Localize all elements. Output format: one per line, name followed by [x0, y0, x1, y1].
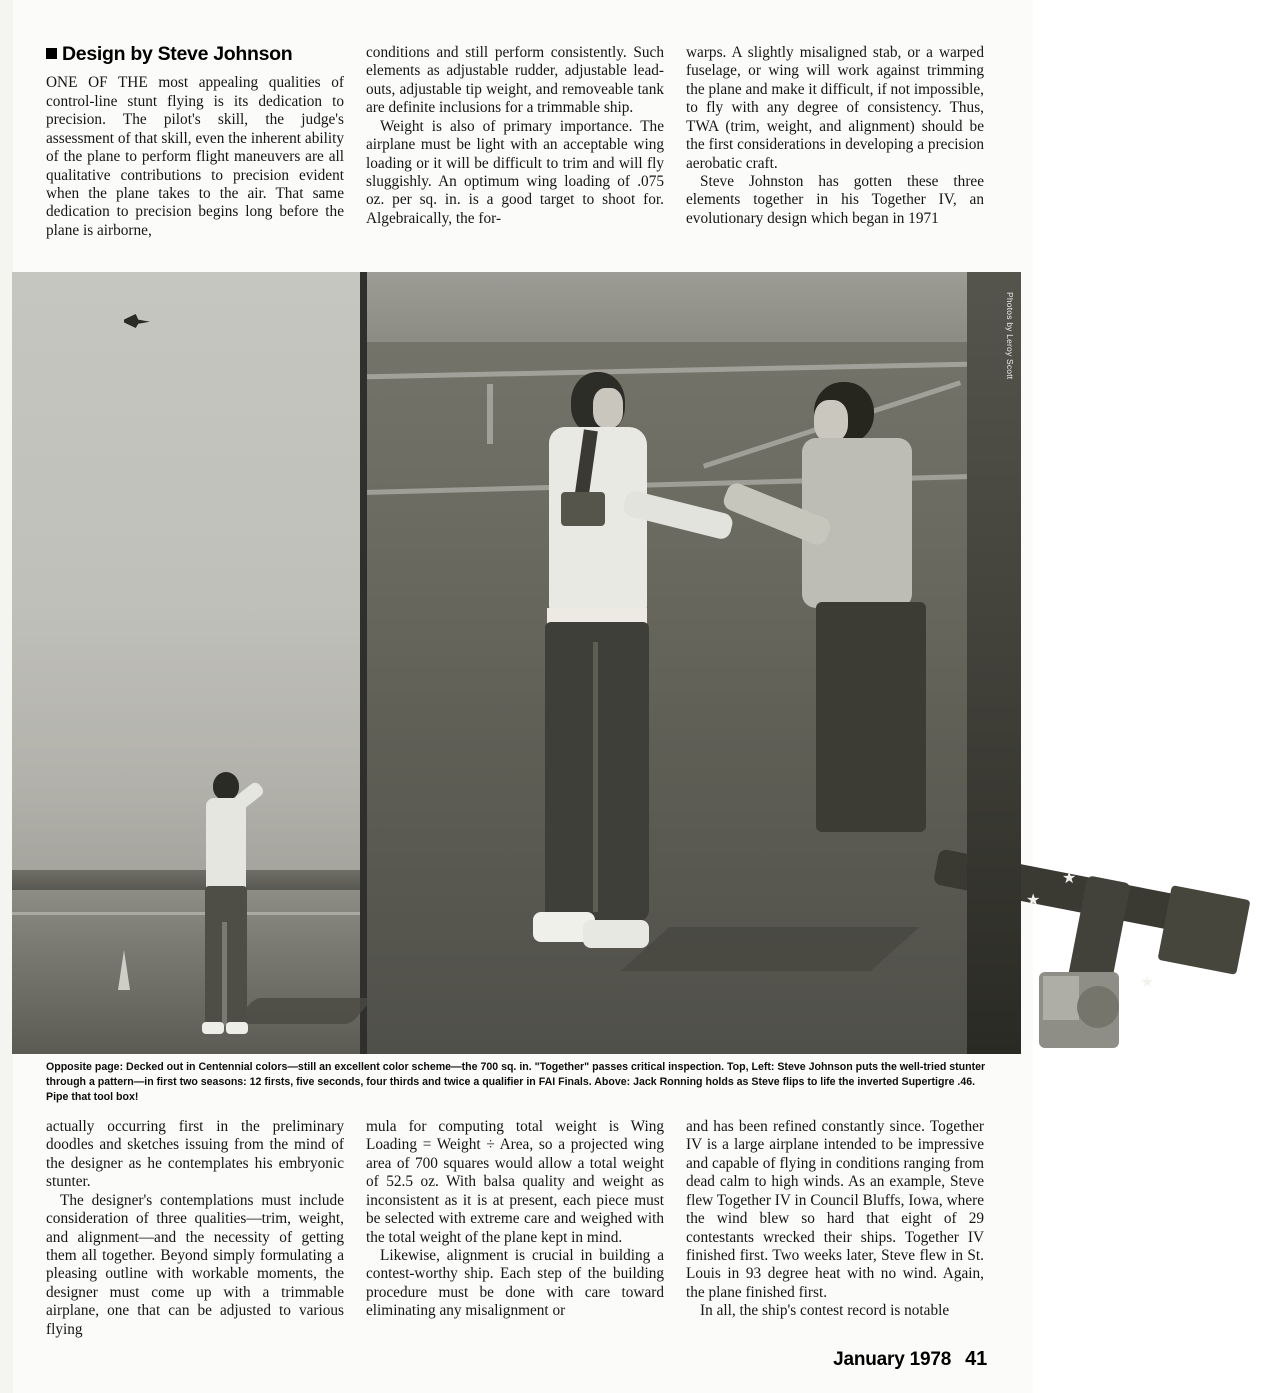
column-bottom-3	[686, 1118, 984, 1339]
sky	[12, 272, 360, 872]
column-top-2	[366, 44, 664, 240]
background-horizon	[367, 272, 967, 348]
starter-motor	[1077, 986, 1119, 1028]
pilot-shoe-right	[226, 1022, 248, 1034]
paragraph: warps. A slightly misaligned stab, or a warped fuselage, or wing will work against trimming the plane and make it difficult, if not impossible, to fly with any degree of consistency. Thus, TWA (trim, weight, and alignment) should be the first considerations in developing a precision aerobatic craft.	[686, 44, 984, 172]
person-inspecting-plane	[762, 382, 937, 982]
pilot-figure	[200, 772, 248, 1040]
jeans-seam	[593, 642, 598, 912]
star-decal-icon: ★	[1026, 892, 1041, 909]
person-shoe-right	[583, 920, 649, 948]
battery-cells	[1043, 976, 1079, 1020]
starter-battery-box	[1039, 972, 1119, 1048]
star-decal-icon: ★	[1140, 974, 1155, 991]
page-footer	[833, 1348, 987, 1371]
photo-caption: Opposite page: Decked out in Centennial colors—still an excellent color scheme—the 700 sq. in. "Together" passes critical inspection. Top, Left: Steve Johnson puts the well-tried stunter through a pattern—in first two seasons: 12 firsts, five seconds, four thirds and twice a qualifier in FAI Finals. Above: Jack Ronning holds as Steve flips to life the inverted Supertigre .46. Pipe that tool box!	[46, 1061, 986, 1104]
column-bottom-2	[366, 1118, 664, 1339]
person-face	[814, 400, 848, 442]
person-holding-plane	[527, 372, 662, 1032]
star-decal-icon: ★	[1062, 870, 1077, 887]
treeline	[12, 870, 360, 892]
paragraph: Likewise, alignment is crucial in building a contest-worthy ship. Each step of the building procedure must be done with care toward eliminating any misalignment or	[366, 1246, 664, 1320]
paragraph: and has been refined constantly since. Together IV is a large airplane intended to be impressive and capable of flying in conditions ranging from dead calm to high winds. As an example, Steve flew Together IV in Council Bluffs, Iowa, where the wind blew so hard that eight of 29 contestants wrecked their ships. Together IV finished first. Two weeks later, Steve flew in St. Louis in 93 degree heat with no wind. Again, the plane finished first.	[686, 1118, 984, 1301]
page-number: 41	[965, 1348, 987, 1370]
paragraph: conditions and still perform consistently. Such elements as adjustable rudder, adjustable lead-outs, adjustable tip weight, and removeable tank are definite inclusions for a trimmable ship.	[366, 44, 664, 117]
pilot-leg-gap	[222, 922, 227, 1026]
bottom-text-columns	[46, 1118, 986, 1339]
paragraph: Weight is also of primary importance. The airplane must be light with an acceptable wing loading or it will be difficult to trim and will fly sluggishly. An optimum wing loading of .075 oz. per sq. in. is a good target to shoot for. Algebraically, the for-	[366, 117, 664, 227]
field-marker-cone	[118, 950, 130, 990]
shirt-graphic	[561, 492, 605, 526]
column-top-3	[686, 44, 984, 240]
column-bottom-1	[46, 1118, 344, 1339]
issue-date: January 1978	[833, 1349, 952, 1370]
paragraph: mula for computing total weight is Wing Loading = Weight ÷ Area, so a projected wing area of 700 squares would allow a total weight of 52.5 oz. With balsa quality and weight as inconsistent as it is at present, each piece must be selected with extreme care and weighed with the total weight of the plane kept in mind.	[366, 1118, 664, 1246]
photo-right-edge	[967, 272, 1021, 1054]
top-text-columns	[46, 44, 986, 240]
paragraph: actually occurring first in the preliminary doodles and sketches issuing from the mind of the designer as he contemplates his embryonic stunter.	[46, 1118, 344, 1191]
paragraph: ONE OF THE most appealing qualities of control-line stunt flying is its dedication to precision. The pilot's skill, the judge's assessment of that skill, even the inherent ability of the plane to perform flight maneuvers are all qualitative contributions to precision evident when the plane takes to the air. That same dedication to precision begins long before the plane is airborne,	[46, 74, 344, 239]
paragraph: In all, the ship's contest record is notable	[700, 1302, 950, 1320]
plane-tail	[1157, 885, 1250, 975]
page-title	[46, 44, 344, 65]
photo-left-flyer	[12, 272, 360, 1054]
photo-band	[12, 272, 1155, 1054]
column-top-1	[46, 44, 344, 240]
person-face	[593, 388, 623, 428]
pilot-shoe-left	[202, 1022, 224, 1034]
pavement-stripe	[487, 384, 493, 444]
pilot-shadow	[233, 998, 373, 1024]
page-title-text: Design by Steve Johnson	[62, 43, 293, 65]
bullet-square-icon	[46, 48, 57, 59]
photo-credit: Photos by Leroy Scott	[1005, 292, 1015, 380]
paragraph: Steve Johnston has gotten these three elements together in his Together IV, an evolutionary design which began in 1971	[686, 172, 984, 227]
pilot-torso	[206, 798, 246, 890]
person-jeans	[816, 602, 926, 832]
paragraph: The designer's contemplations must include consideration of three qualities—trim, weight, and alignment—and the necessity of getting them all together. Beyond simply formulating a pleasing outline with workable moments, the designer must come up with a trimmable airplane, one that can be adjusted to various flying	[46, 1191, 344, 1338]
field-line	[12, 912, 360, 915]
